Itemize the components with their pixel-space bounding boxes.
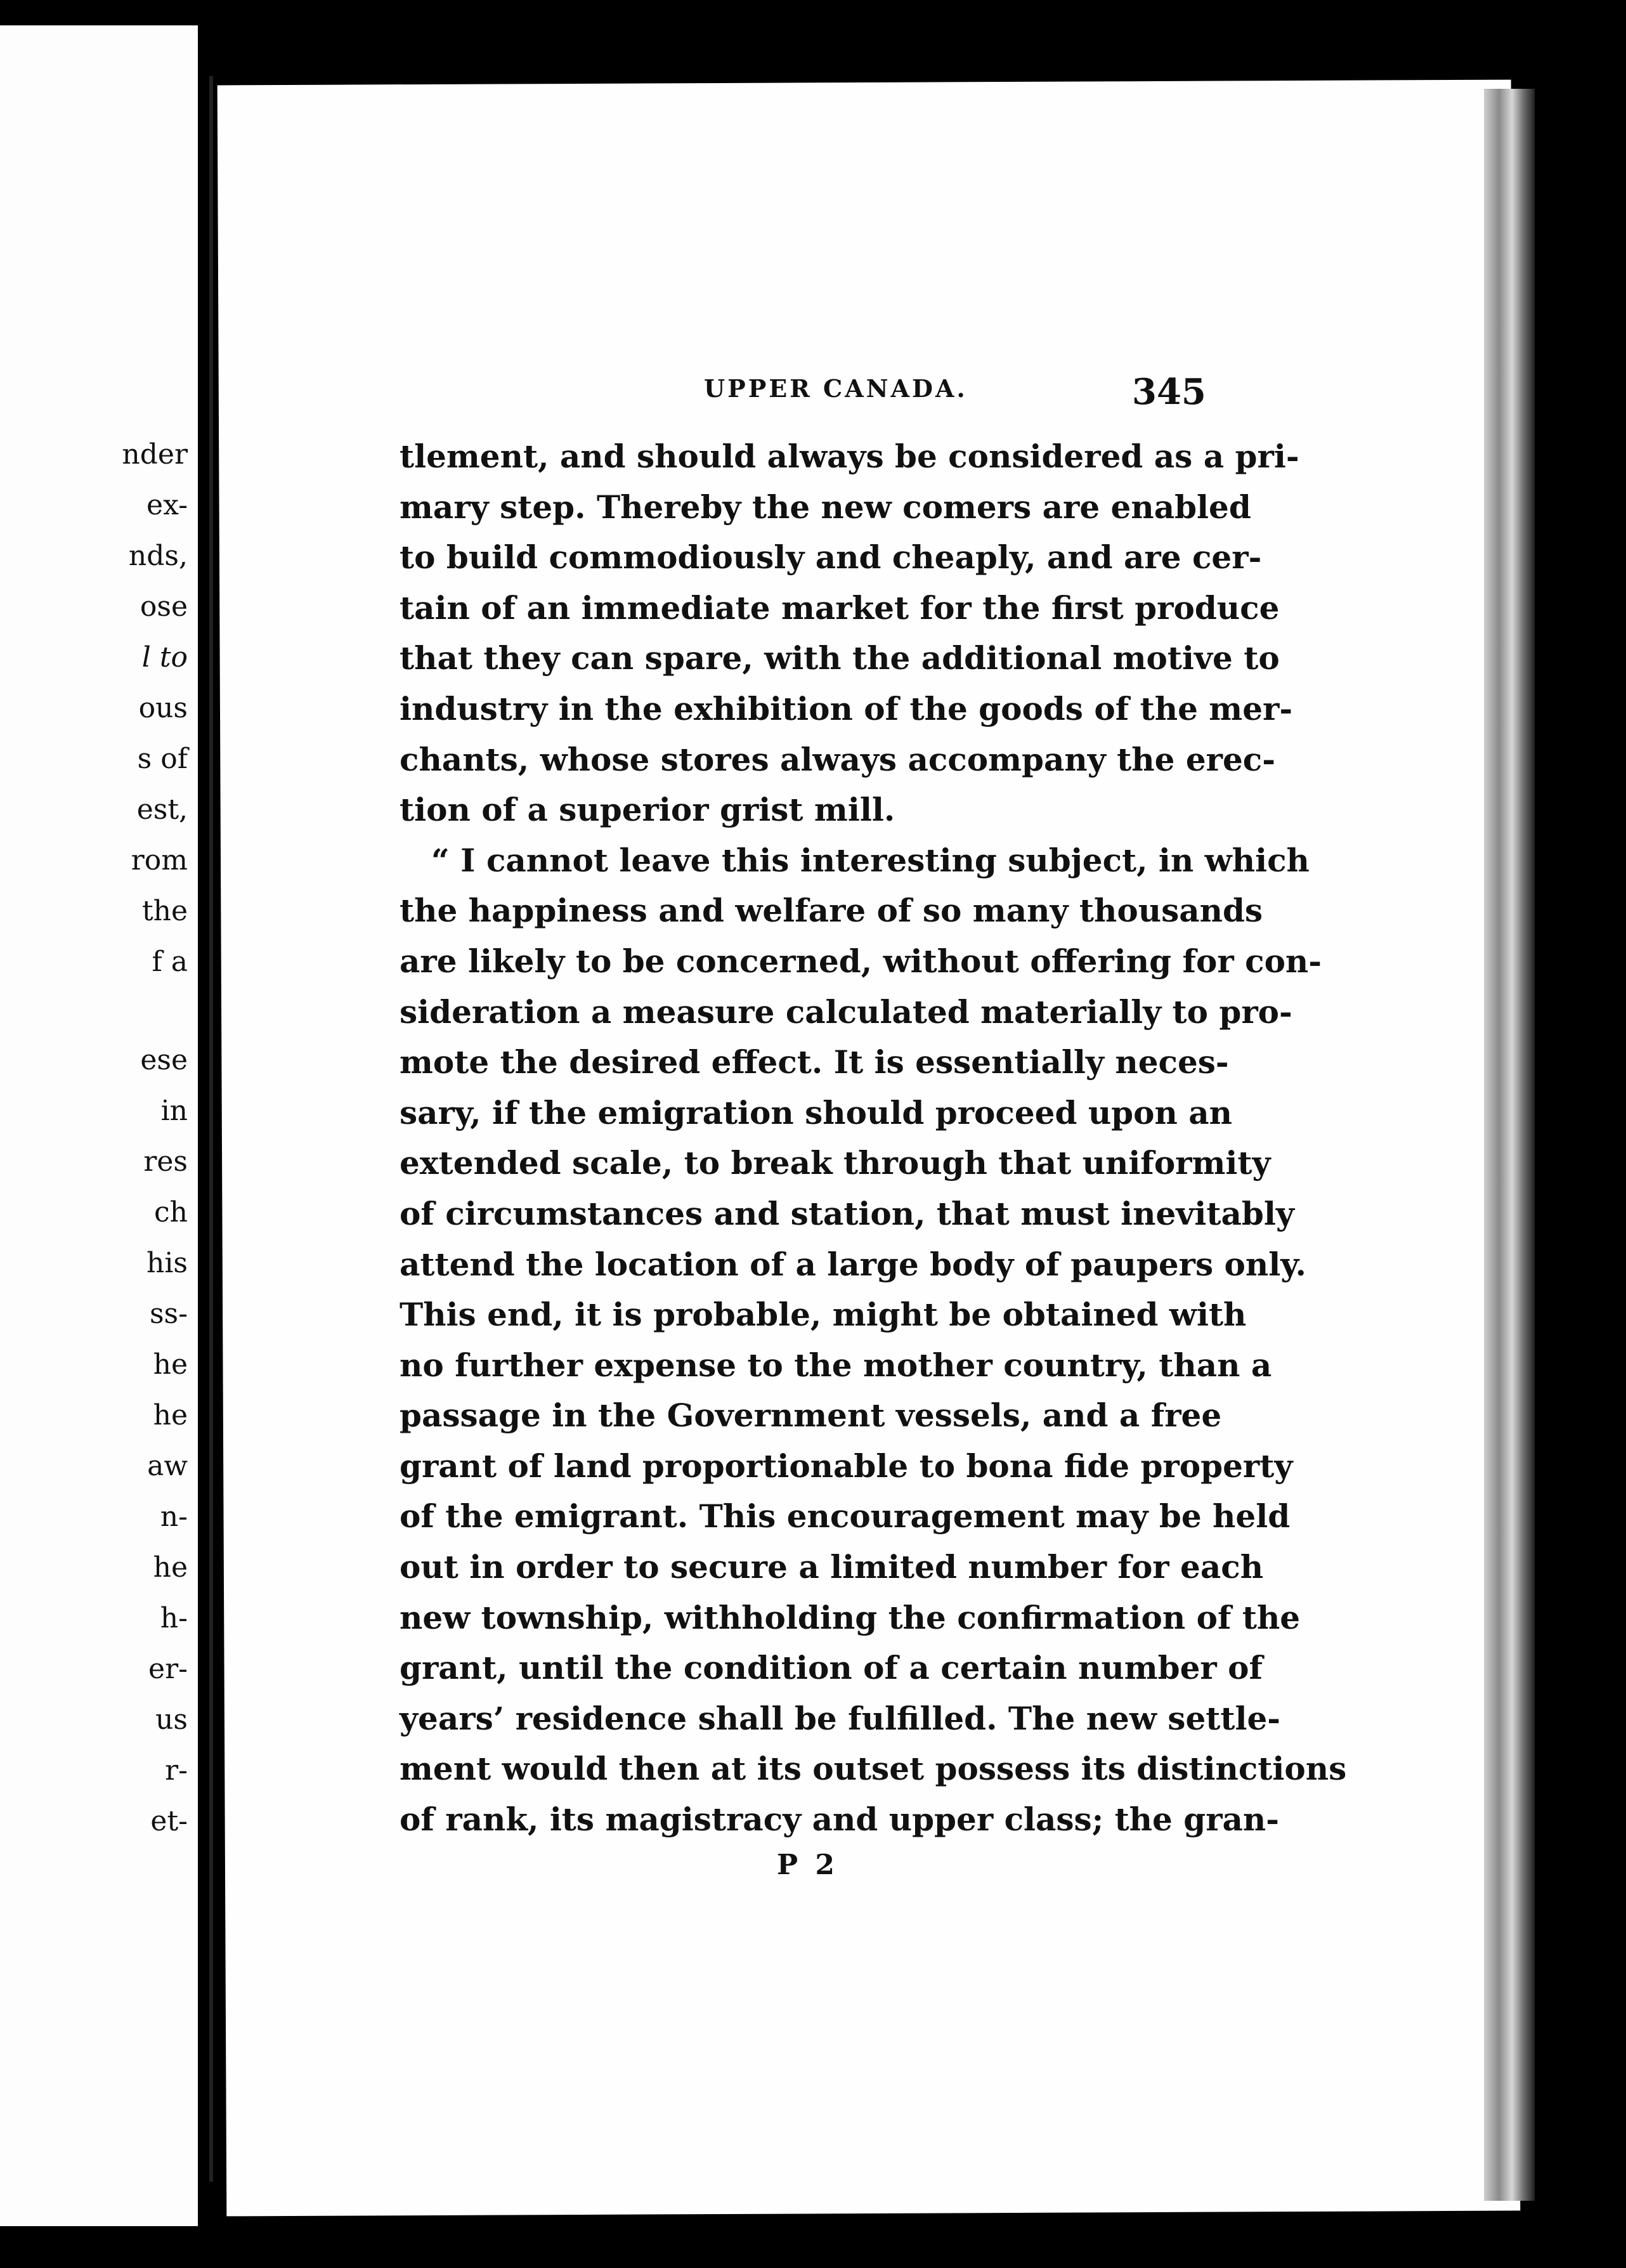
left-fragment: the xyxy=(141,895,188,927)
left-fragment: aw xyxy=(147,1450,188,1482)
left-fragment: in xyxy=(160,1095,188,1127)
text-line: new township, withholding the confirmation of the xyxy=(400,1598,1301,1636)
body-text xyxy=(400,431,1347,1845)
signature-mark: P 2 xyxy=(777,1849,839,1881)
text-line: mary step. Thereby the new comers are enabled xyxy=(400,488,1251,526)
left-fragment: rom xyxy=(131,844,188,877)
text-line: tlement, and should always be considered as a pri- xyxy=(400,438,1299,475)
left-fragment: ose xyxy=(140,590,188,623)
left-fragment: et- xyxy=(150,1805,188,1837)
left-fragment: h- xyxy=(160,1602,188,1634)
text-line: tain of an immediate market for the first produce xyxy=(400,589,1280,627)
text-line: industry in the exhibition of the goods of the mer- xyxy=(400,689,1293,727)
left-fragment: ous xyxy=(138,692,188,724)
text-line: grant of land proportionable to bona fide property xyxy=(400,1447,1293,1485)
text-line: chants, whose stores always accompany the erec- xyxy=(400,740,1276,778)
left-fragment: he xyxy=(153,1348,188,1381)
book-gutter xyxy=(209,76,213,2182)
text-line: that they can spare, with the additional motive to xyxy=(400,639,1280,677)
text-line: the happiness and welfare of so many thousands xyxy=(400,892,1263,930)
text-line: sary, if the emigration should proceed upon an xyxy=(400,1093,1232,1131)
text-line: of rank, its magistracy and upper class; the gran- xyxy=(400,1801,1280,1839)
text-line: years’ residence shall be fulfilled. The new settle- xyxy=(400,1699,1281,1737)
text-line: sideration a measure calculated materially to pro- xyxy=(400,993,1292,1031)
text-line: extended scale, to break through that uniformity xyxy=(400,1144,1271,1182)
left-fragment: n- xyxy=(160,1501,188,1533)
left-fragment: s of xyxy=(137,743,188,775)
left-fragment: his xyxy=(146,1247,188,1279)
left-fragment: he xyxy=(153,1399,188,1431)
text-line: ment would then at its outset possess its distinctions xyxy=(400,1750,1347,1788)
left-fragment: nds, xyxy=(128,540,188,572)
text-line: “ I cannot leave this interesting subject, in which xyxy=(431,841,1310,879)
page-number: 345 xyxy=(1132,371,1206,413)
text-line: passage in the Government vessels, and a free xyxy=(400,1397,1222,1435)
left-fragment: ch xyxy=(154,1196,188,1228)
text-line: attend the location of a large body of paupers only. xyxy=(400,1245,1306,1283)
text-line: mote the desired effect. It is essentially neces- xyxy=(400,1043,1229,1081)
left-fragment: er- xyxy=(148,1653,188,1685)
left-page xyxy=(0,25,198,2226)
left-fragment: nder xyxy=(122,438,188,471)
left-fragment: r- xyxy=(165,1754,188,1787)
text-line: of the emigrant. This encouragement may be held xyxy=(400,1497,1291,1535)
text-line: tion of a superior grist mill. xyxy=(400,791,895,829)
text-line: to build commodiously and cheaply, and are cer- xyxy=(400,538,1262,577)
left-fragment: est, xyxy=(136,793,188,826)
text-line: are likely to be concerned, without offering for con- xyxy=(400,942,1322,980)
left-fragment: ss- xyxy=(149,1298,188,1330)
text-line: out in order to secure a limited number for each xyxy=(400,1548,1264,1586)
running-head: UPPER CANADA. xyxy=(704,374,968,403)
page-edge xyxy=(1484,89,1535,2201)
text-line: grant, until the condition of a certain number of xyxy=(400,1649,1263,1687)
left-fragment: f a xyxy=(152,946,188,978)
left-fragment: ese xyxy=(140,1044,188,1076)
left-fragment: l to xyxy=(141,641,188,674)
left-fragment: he xyxy=(153,1551,188,1584)
text-line: of circumstances and station, that must inevitably xyxy=(400,1194,1294,1232)
left-fragment: us xyxy=(155,1704,188,1736)
left-fragment: res xyxy=(143,1145,188,1178)
left-fragment: ex- xyxy=(146,489,188,521)
text-line: no further expense to the mother country, than a xyxy=(400,1346,1272,1384)
text-line: This end, it is probable, might be obtained with xyxy=(400,1296,1247,1334)
